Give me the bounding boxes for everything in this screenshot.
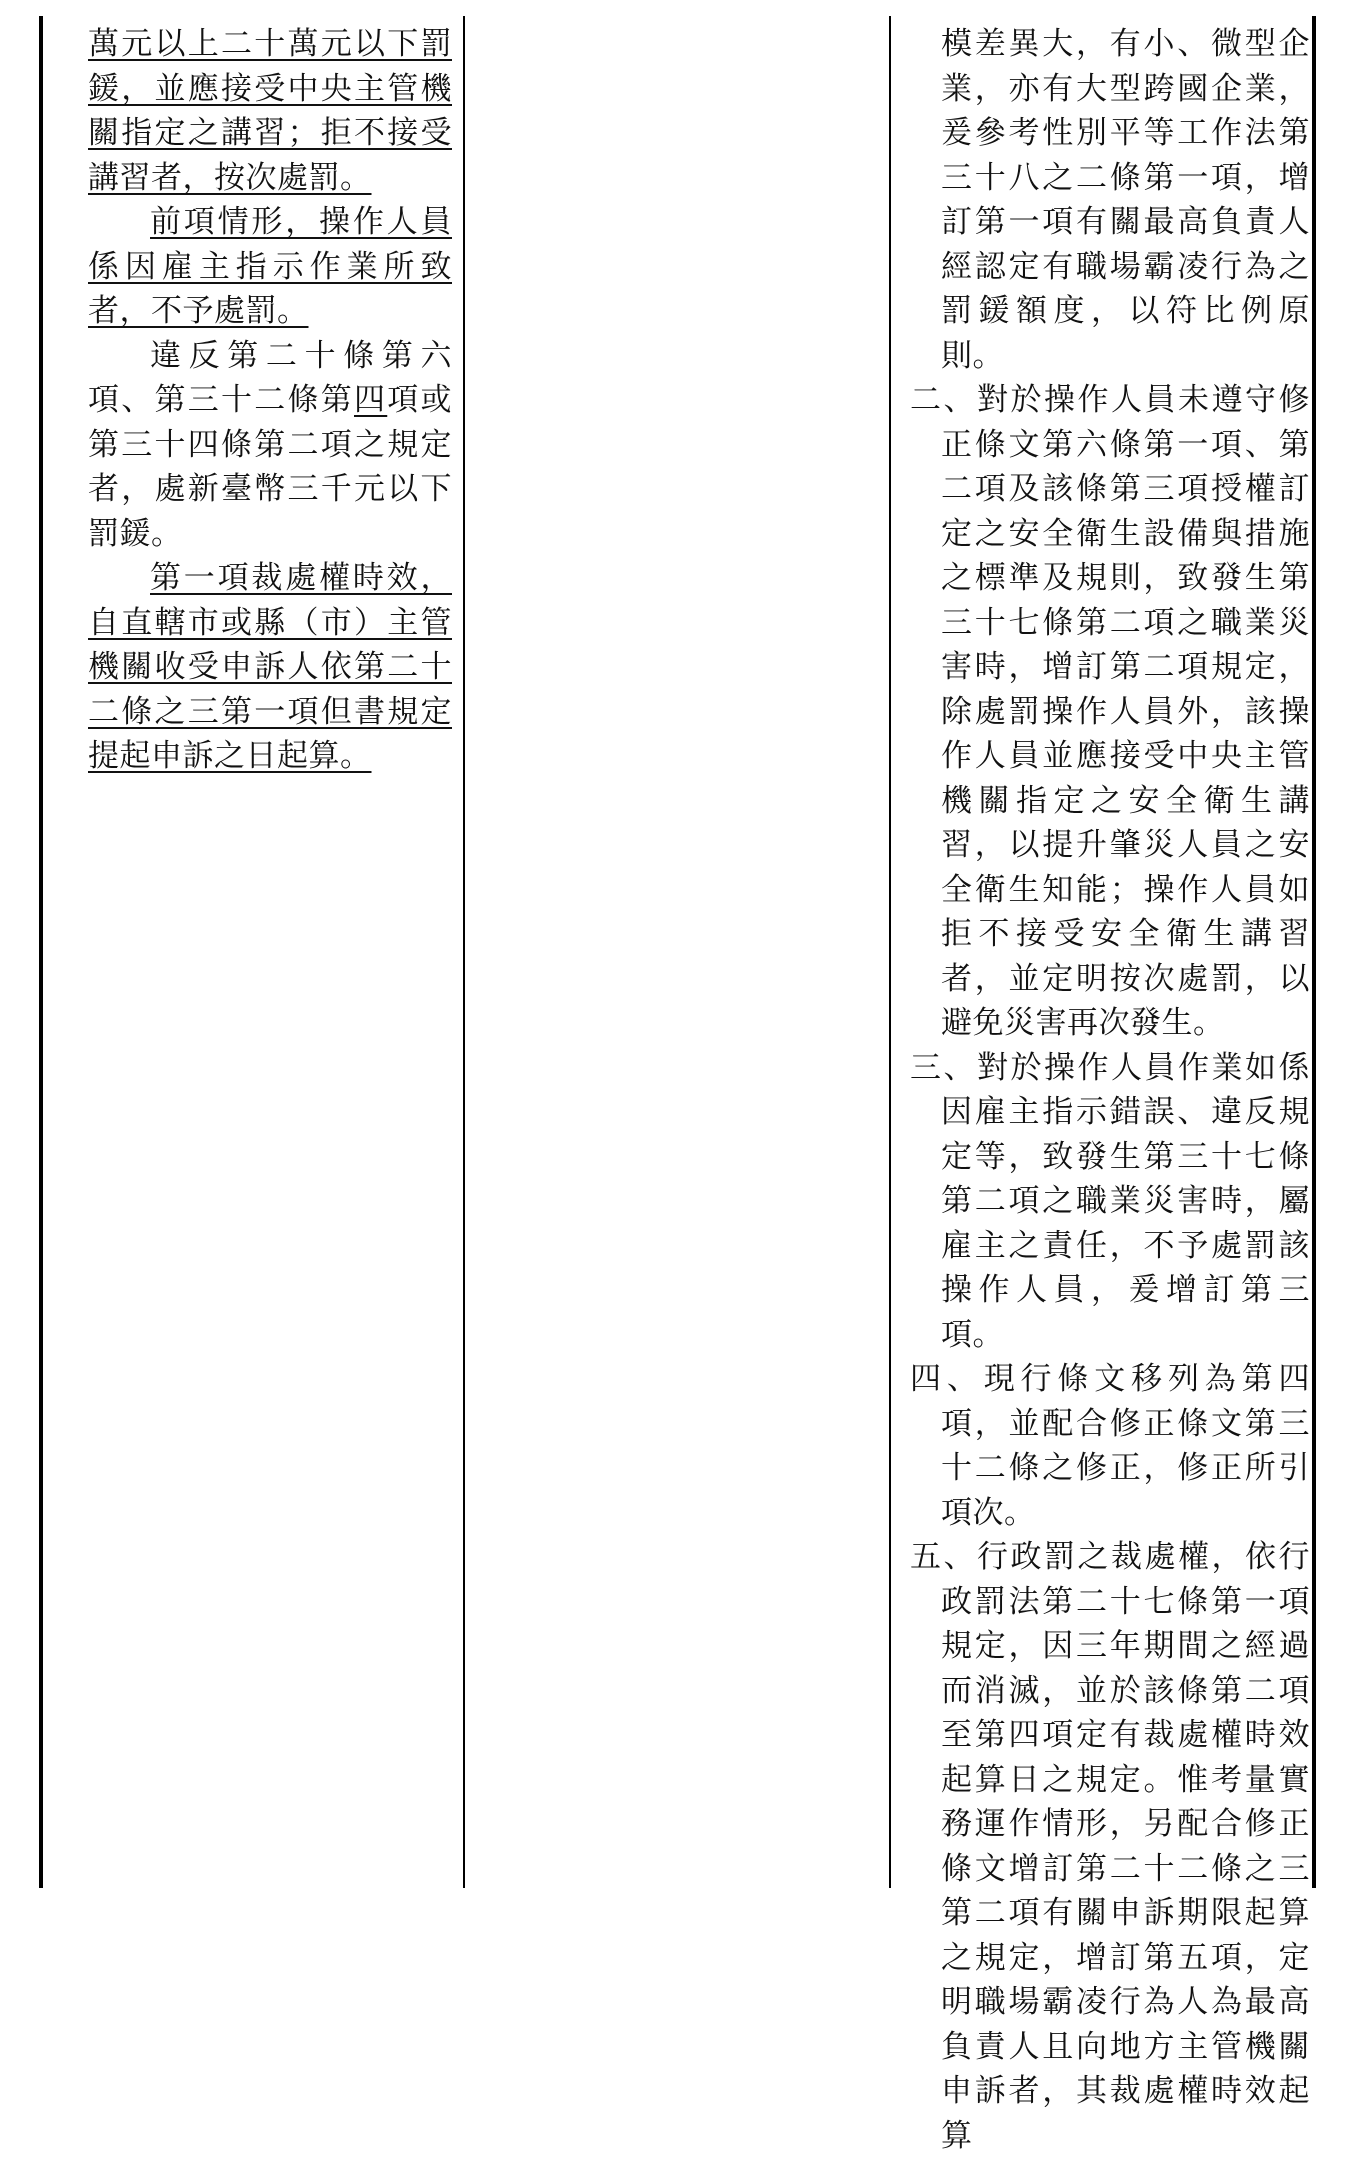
table-divider-2 (889, 16, 891, 1888)
explanation-item-4 (910, 1357, 1310, 1535)
item-text: 行政罰之裁處權，依行政罰法第二十七條第一項規定，因三年期間之經過而消滅，並於該條第二項至第四項定有裁處權時效起算日之規定。惟考量實務運作情形，另配合修正條文增訂第二十二條之三第二項有關申訴期限起算之規定，增訂第五項，定明職場霸凌行為人為最高負責人且向地方主管機關申訴者，其裁處權時效起算 (941, 1539, 1310, 2154)
item-text: 對於操作人員作業如係因雇主指示錯誤、違反規定等，致發生第三十七條第二項之職業災害時，屬雇主之責任，不予處罰該操作人員，爰增訂第三項。 (941, 1049, 1310, 1353)
paragraph-4: 第一項裁處權時效，自直轄市或縣（市）主管機關收受申訴人依第二十二條之三第一項但書規定提起申訴之日起算。 (88, 560, 452, 774)
paragraph-3-part-b: 項或第三十四條第二項之規定者，處新臺幣三千元以下罰鍰。 (88, 382, 452, 552)
table-border-left (39, 16, 43, 1888)
explanation-column (910, 22, 1310, 2158)
table-border-right (1312, 16, 1316, 1888)
item-marker: 五、 (910, 1539, 977, 1575)
item-marker: 三、 (910, 1049, 977, 1086)
paragraph-3-changed-term: 四 (354, 382, 388, 418)
explanation-item-5 (910, 1535, 1310, 2158)
current-text-column (466, 22, 886, 1882)
item-text: 對於操作人員未遵守修正條文第六條第一項、第二項及該條第三項授權訂定之安全衛生設備與措施之標準及規則，致發生第三十七條第二項之職業災害時，增訂第二項規定，除處罰操作人員外，該操作人員並應接受中央主管機關指定之安全衛生講習，以提升肇災人員之安全衛生知能；操作人員如拒不接受安全衛生講習者，並定明按次處罰，以避免災害再次發生。 (941, 382, 1310, 1041)
paragraph-1: 萬元以上二十萬元以下罰鍰，並應接受中央主管機關指定之講習；拒不接受講習者，按次處罰。 (88, 26, 452, 196)
item-marker: 四、 (910, 1361, 984, 1397)
item-text: 現行條文移列為第四項，並配合修正條文第三十二條之修正，修正所引項次。 (941, 1361, 1311, 1531)
explanation-continuation: 模差異大，有小、微型企業，亦有大型跨國企業，爰參考性別平等工作法第三十八之二條第一項，增訂第一項有關最高負責人經認定有職場霸凌行為之罰鍰額度，以符比例原則。 (941, 26, 1310, 374)
explanation-item-2 (910, 378, 1310, 1046)
table-divider-1 (463, 16, 465, 1888)
paragraph-3 (88, 334, 452, 557)
amended-text-column (88, 22, 452, 779)
paragraph-3-part-a: 違反第二十條第六項、第三十二條第 (88, 337, 452, 418)
item-marker: 二、 (910, 382, 977, 418)
explanation-item-3 (910, 1046, 1310, 1358)
paragraph-2: 前項情形，操作人員係因雇主指示作業所致者，不予處罰。 (88, 204, 452, 329)
